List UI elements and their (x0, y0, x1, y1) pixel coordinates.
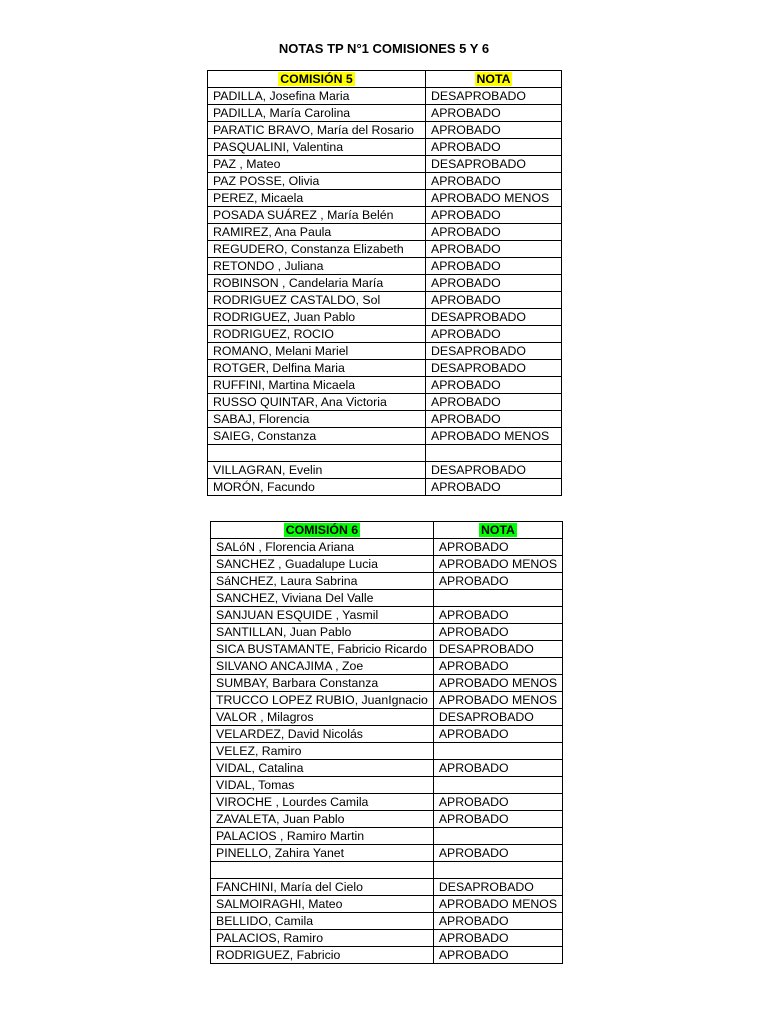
student-name-cell: PADILLA, María Carolina (208, 105, 426, 122)
grade-cell: APROBADO (433, 913, 562, 930)
student-name-cell: REGUDERO, Constanza Elizabeth (208, 241, 426, 258)
student-name-cell: PALACIOS , Ramiro Martin (211, 828, 434, 845)
table-row (208, 122, 562, 139)
grade-cell: DESAPROBADO (426, 156, 562, 173)
table-row (211, 624, 563, 641)
student-name-cell (211, 862, 434, 879)
table-row (211, 726, 563, 743)
student-name-cell: RUSSO QUINTAR, Ana Victoria (208, 394, 426, 411)
grade-cell: APROBADO (426, 394, 562, 411)
student-name-cell: RODRIGUEZ, Fabricio (211, 947, 434, 964)
table-row (208, 326, 562, 343)
table-row (208, 292, 562, 309)
grade-cell: APROBADO (426, 241, 562, 258)
grade-cell: DESAPROBADO (433, 709, 562, 726)
table-row (208, 88, 562, 105)
table-row (208, 394, 562, 411)
student-name-cell: SILVANO ANCAJIMA , Zoe (211, 658, 434, 675)
student-name-cell: SABAJ, Florencia (208, 411, 426, 428)
student-name-cell: RUFFINI, Martina Micaela (208, 377, 426, 394)
student-name-cell: VELEZ, Ramiro (211, 743, 434, 760)
table-row (211, 658, 563, 675)
grade-cell: APROBADO (426, 122, 562, 139)
grade-cell: APROBADO (426, 377, 562, 394)
student-name-cell: SANJUAN ESQUIDE , Yasmil (211, 607, 434, 624)
table-row (208, 207, 562, 224)
table-row (208, 173, 562, 190)
grade-cell: APROBADO (433, 573, 562, 590)
student-name-cell: MORÓN, Facundo (208, 479, 426, 496)
table-row (211, 930, 563, 947)
student-name-cell: VIROCHE , Lourdes Camila (211, 794, 434, 811)
table-row (208, 462, 562, 479)
student-name-cell: SáNCHEZ, Laura Sabrina (211, 573, 434, 590)
grade-cell: DESAPROBADO (426, 462, 562, 479)
student-name-cell: ROBINSON , Candelaria María (208, 275, 426, 292)
comision-5-table (207, 70, 562, 496)
table-row (208, 258, 562, 275)
table-row (208, 343, 562, 360)
table-row (211, 760, 563, 777)
table-row (211, 675, 563, 692)
grade-heading: NOTA (476, 72, 511, 86)
grade-column-header (426, 71, 562, 88)
table-row (211, 573, 563, 590)
table-row (211, 913, 563, 930)
student-name-cell: PAZ , Mateo (208, 156, 426, 173)
table-row (211, 641, 563, 658)
grade-cell: APROBADO (426, 479, 562, 496)
student-name-cell: SANCHEZ, Viviana Del Valle (211, 590, 434, 607)
grade-cell: APROBADO (433, 947, 562, 964)
comision-6-table (210, 521, 563, 964)
grade-cell: APROBADO (433, 930, 562, 947)
grade-cell (433, 777, 562, 794)
grade-cell: APROBADO (426, 258, 562, 275)
grade-cell: APROBADO (426, 139, 562, 156)
table-row (211, 777, 563, 794)
grade-cell: APROBADO (433, 760, 562, 777)
comision-5-heading: COMISIÓN 5 (280, 72, 353, 86)
table-row (211, 539, 563, 556)
grade-cell: APROBADO (426, 411, 562, 428)
table-row (211, 556, 563, 573)
student-name-cell: RODRIGUEZ, Juan Pablo (208, 309, 426, 326)
table-row (208, 479, 562, 496)
table-row (211, 709, 563, 726)
grade-column-header (433, 522, 562, 539)
grade-cell (433, 743, 562, 760)
grade-heading: NOTA (481, 523, 515, 537)
table-header-row (208, 71, 562, 88)
student-name-cell: RODRIGUEZ CASTALDO, Sol (208, 292, 426, 309)
table-row (208, 156, 562, 173)
grade-cell (433, 862, 562, 879)
table-row (208, 445, 562, 462)
table-row (211, 590, 563, 607)
table-row (208, 139, 562, 156)
student-name-cell: VIDAL, Tomas (211, 777, 434, 794)
name-column-header (208, 71, 426, 88)
table-row (211, 607, 563, 624)
grade-cell: APROBADO (433, 794, 562, 811)
student-name-cell: SUMBAY, Barbara Constanza (211, 675, 434, 692)
student-name-cell: SAIEG, Constanza (208, 428, 426, 445)
grade-cell: APROBADO MENOS (426, 428, 562, 445)
grade-cell: APROBADO MENOS (433, 896, 562, 913)
grade-cell (433, 828, 562, 845)
grade-cell: DESAPROBADO (426, 88, 562, 105)
grade-cell: APROBADO MENOS (433, 675, 562, 692)
student-name-cell: VALOR , Milagros (211, 709, 434, 726)
grade-cell: APROBADO (426, 292, 562, 309)
student-name-cell: ZAVALETA, Juan Pablo (211, 811, 434, 828)
student-name-cell: SANCHEZ , Guadalupe Lucia (211, 556, 434, 573)
table-row (208, 377, 562, 394)
table-row (208, 224, 562, 241)
table-row (208, 190, 562, 207)
grade-cell: APROBADO (426, 105, 562, 122)
grade-cell: DESAPROBADO (426, 360, 562, 377)
grade-cell (433, 590, 562, 607)
grade-cell: APROBADO (426, 275, 562, 292)
student-name-cell: PARATIC BRAVO, María del Rosario (208, 122, 426, 139)
grade-cell: APROBADO (433, 811, 562, 828)
table-row (208, 105, 562, 122)
comision-6-heading: COMISIÓN 6 (285, 523, 359, 537)
grade-cell (426, 445, 562, 462)
table-row (208, 241, 562, 258)
student-name-cell: PADILLA, Josefina Maria (208, 88, 426, 105)
student-name-cell: RAMIREZ, Ana Paula (208, 224, 426, 241)
student-name-cell: RODRIGUEZ, ROCIO (208, 326, 426, 343)
table-row (211, 862, 563, 879)
table-row (211, 811, 563, 828)
grade-cell: DESAPROBADO (433, 641, 562, 658)
grade-cell: APROBADO (433, 845, 562, 862)
table-row (211, 692, 563, 709)
student-name-cell: RETONDO , Juliana (208, 258, 426, 275)
student-name-cell: POSADA SUÁREZ , María Belén (208, 207, 426, 224)
name-column-header (211, 522, 434, 539)
grade-cell: APROBADO (426, 207, 562, 224)
student-name-cell: SALóN , Florencia Ariana (211, 539, 434, 556)
student-name-cell: VELARDEZ, David Nicolás (211, 726, 434, 743)
grade-cell: DESAPROBADO (426, 309, 562, 326)
grade-cell: APROBADO MENOS (426, 190, 562, 207)
grade-cell: APROBADO MENOS (433, 692, 562, 709)
table-row (211, 845, 563, 862)
student-name-cell: PASQUALINI, Valentina (208, 139, 426, 156)
grade-cell: DESAPROBADO (426, 343, 562, 360)
table-row (211, 743, 563, 760)
table-row (208, 309, 562, 326)
grade-cell: APROBADO (426, 224, 562, 241)
grade-cell: DESAPROBADO (433, 879, 562, 896)
table-row (211, 828, 563, 845)
table-row (211, 947, 563, 964)
grade-cell: APROBADO (433, 539, 562, 556)
table-row (208, 275, 562, 292)
grade-cell: APROBADO MENOS (433, 556, 562, 573)
table-header-row (211, 522, 563, 539)
grade-cell: APROBADO (426, 326, 562, 343)
page-title: NOTAS TP N°1 COMISIONES 5 Y 6 (278, 41, 490, 56)
student-name-cell: ROTGER, Delfina Maria (208, 360, 426, 377)
student-name-cell: SICA BUSTAMANTE, Fabricio Ricardo (211, 641, 434, 658)
grade-cell: APROBADO (433, 658, 562, 675)
table-row (211, 896, 563, 913)
student-name-cell: TRUCCO LOPEZ RUBIO, JuanIgnacio (211, 692, 434, 709)
student-name-cell: VIDAL, Catalina (211, 760, 434, 777)
student-name-cell: PALACIOS, Ramiro (211, 930, 434, 947)
student-name-cell (208, 445, 426, 462)
student-name-cell: PEREZ, Micaela (208, 190, 426, 207)
student-name-cell: PINELLO, Zahira Yanet (211, 845, 434, 862)
grade-cell: APROBADO (433, 726, 562, 743)
table-row (208, 360, 562, 377)
table-row (208, 411, 562, 428)
grade-cell: APROBADO (433, 624, 562, 641)
student-name-cell: FANCHINI, María del Cielo (211, 879, 434, 896)
table-row (211, 879, 563, 896)
student-name-cell: SANTILLAN, Juan Pablo (211, 624, 434, 641)
student-name-cell: SALMOIRAGHI, Mateo (211, 896, 434, 913)
grade-cell: APROBADO (426, 173, 562, 190)
student-name-cell: ROMANO, Melani Mariel (208, 343, 426, 360)
student-name-cell: PAZ POSSE, Olivia (208, 173, 426, 190)
table-row (211, 794, 563, 811)
table-row (208, 428, 562, 445)
student-name-cell: BELLIDO, Camila (211, 913, 434, 930)
student-name-cell: VILLAGRAN, Evelin (208, 462, 426, 479)
grade-cell: APROBADO (433, 607, 562, 624)
